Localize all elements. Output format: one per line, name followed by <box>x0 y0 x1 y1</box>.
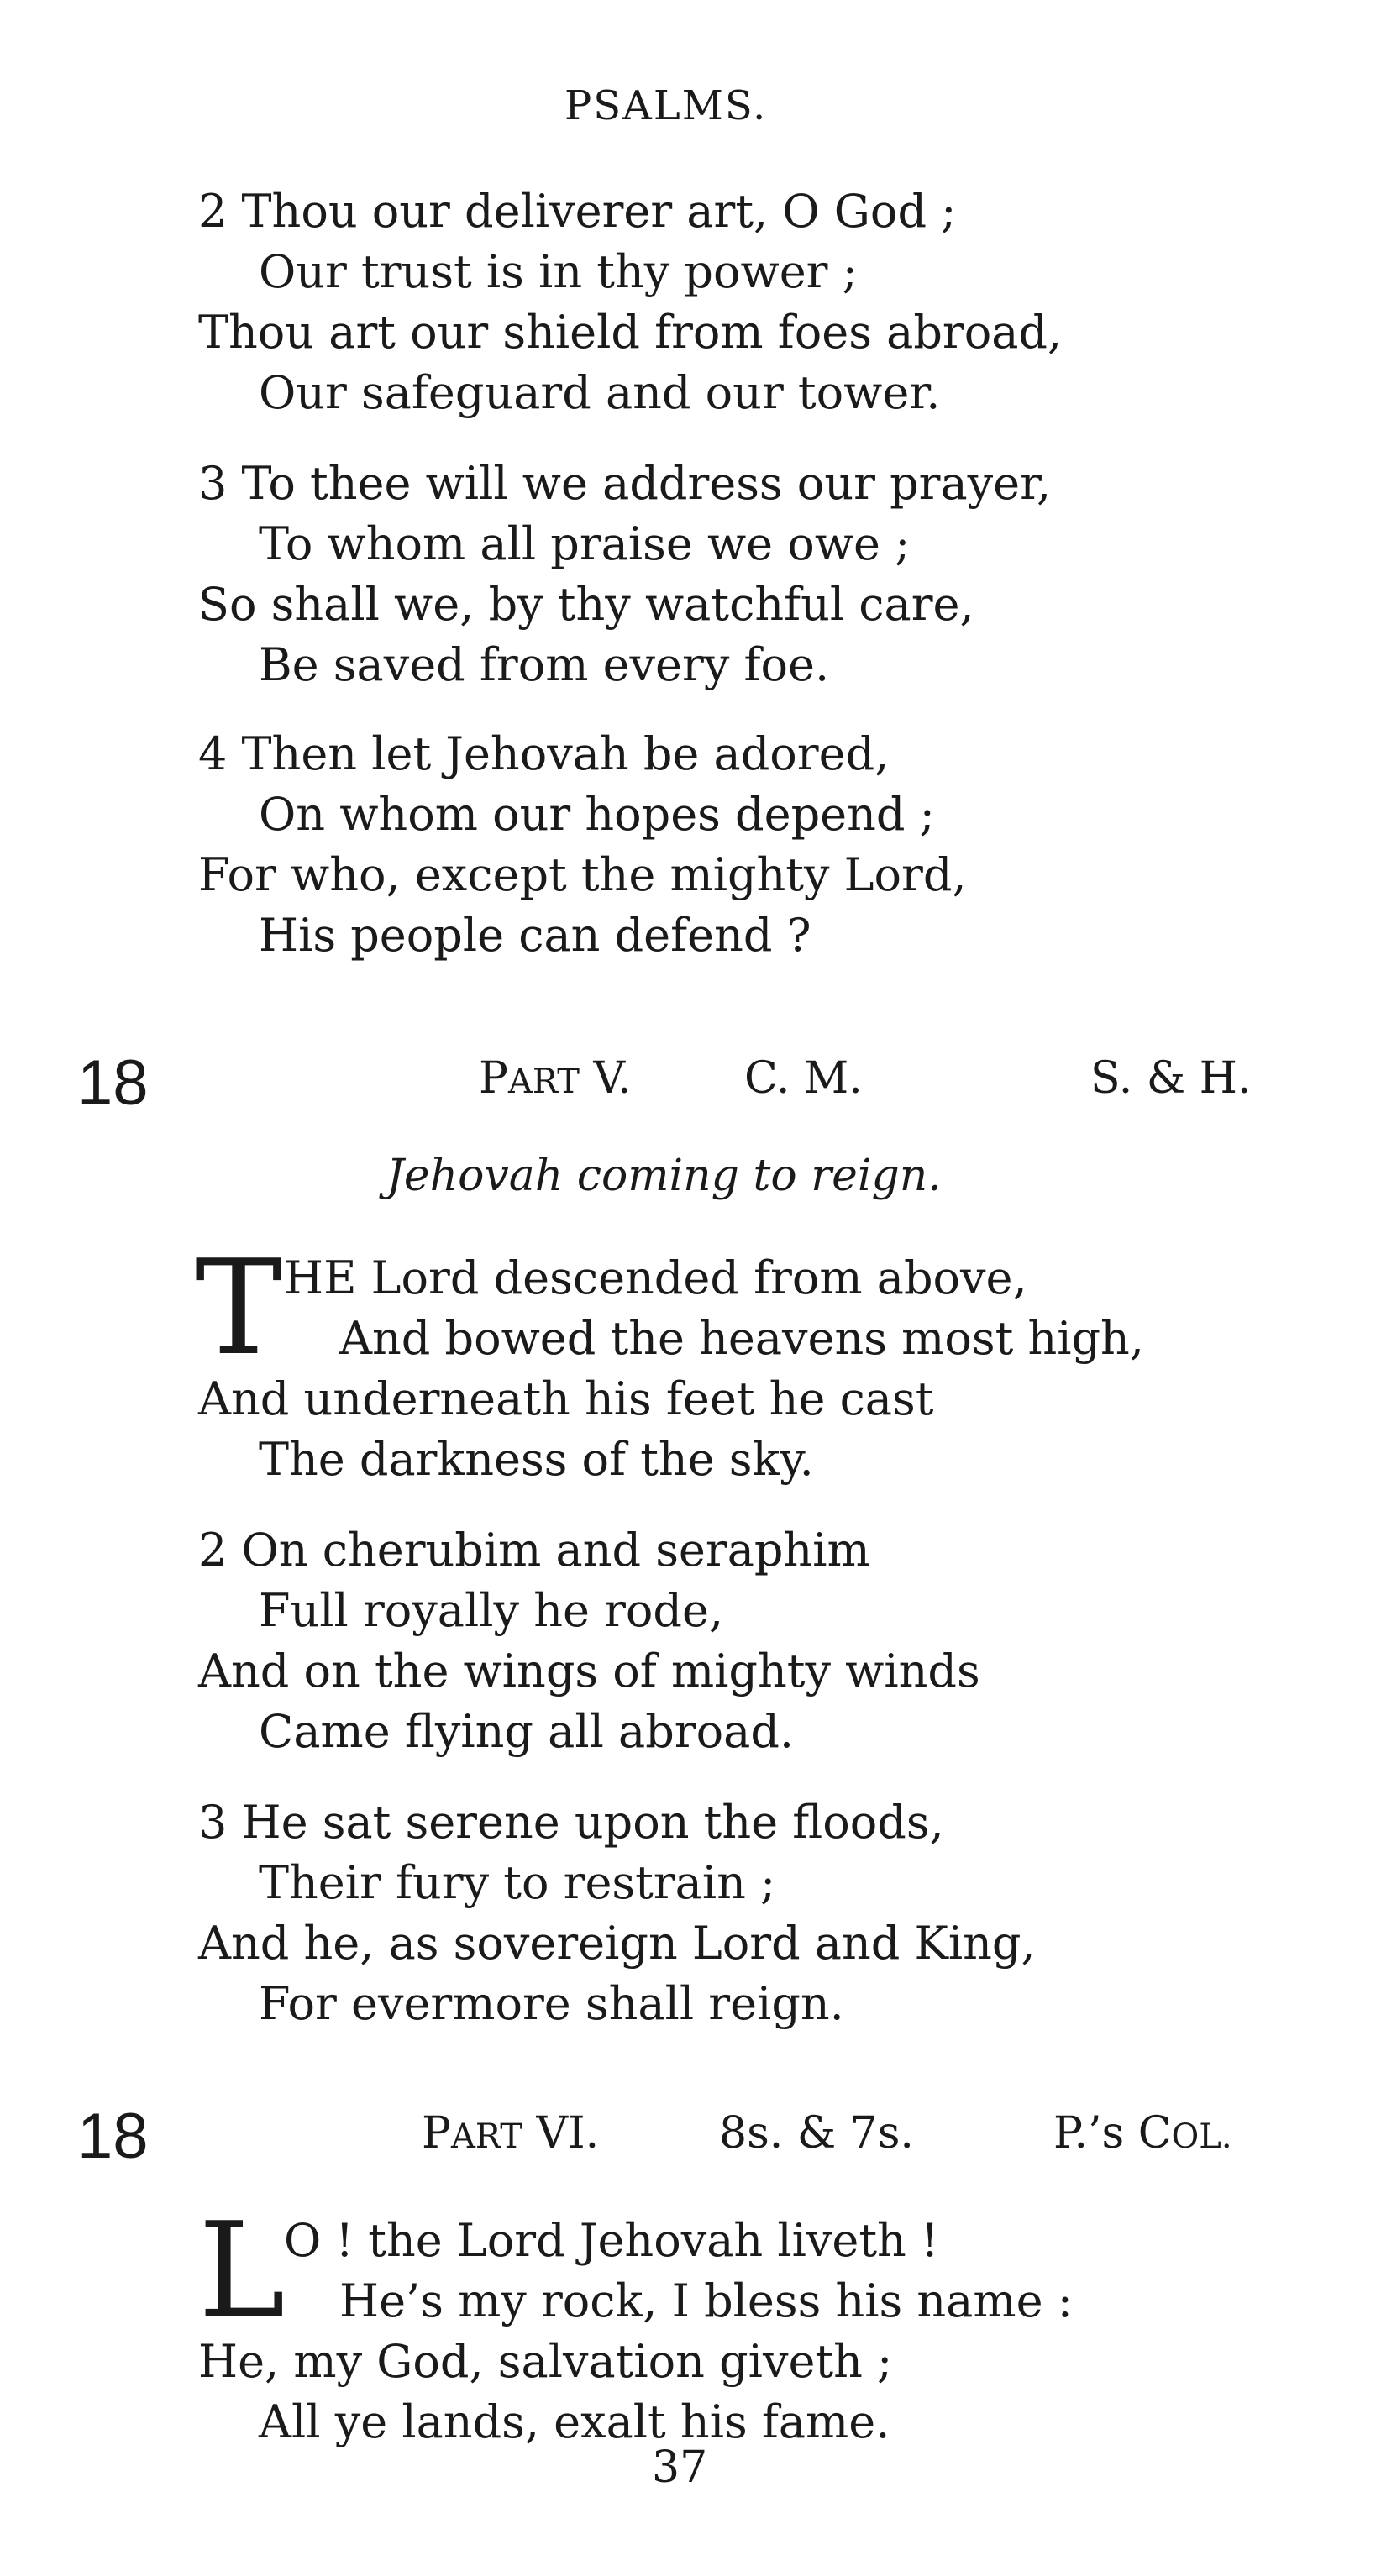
verse-line: He’s my rock, I bless his name : <box>339 2274 1073 2327</box>
part-label <box>422 2108 599 2159</box>
part-smallcaps: ART <box>451 2117 522 2156</box>
part-numeral: VI. <box>536 2108 600 2159</box>
verse-line: 3 He sat serene upon the floods, <box>198 1796 944 1849</box>
hymn-subtitle: Jehovah coming to reign. <box>386 1151 942 1201</box>
verse-line: Our safeguard and our tower. <box>259 366 941 419</box>
source-initial: P.’s C <box>1053 2108 1172 2159</box>
verse-line: For evermore shall reign. <box>259 1977 844 2030</box>
verse-line: All ye lands, exalt his fame. <box>259 2395 890 2448</box>
verse-line: 3 To thee will we address our prayer, <box>198 457 1052 510</box>
verse-line: He, my God, salvation giveth ; <box>198 2335 893 2388</box>
page-number: 37 <box>652 2442 708 2493</box>
source-smallcaps: OL. <box>1171 2117 1232 2156</box>
verse-line: His people can defend ? <box>259 909 811 962</box>
verse-line: On whom our hopes depend ; <box>259 788 935 841</box>
verse-line: For who, except the mighty Lord, <box>198 848 967 901</box>
drop-cap: L <box>198 2194 286 2347</box>
running-head: PSALMS. <box>564 82 768 129</box>
verse-line: 4 Then let Jehovah be adored, <box>198 727 890 780</box>
drop-cap: T <box>195 1231 283 1384</box>
verse-line: 2 Thou our deliverer art, O God ; <box>198 185 957 238</box>
verse-line: O ! the Lord Jehovah liveth ! <box>284 2214 939 2267</box>
verse-line: HE Lord descended from above, <box>284 1251 1027 1304</box>
source-label <box>1053 2108 1232 2159</box>
verse-line: So shall we, by thy watchful care, <box>198 578 974 631</box>
part-numeral: V. <box>593 1053 632 1104</box>
hymn-number: 18 <box>77 2101 149 2172</box>
verse-line: Our trust is in thy power ; <box>259 245 858 298</box>
verse-line: The darkness of the sky. <box>259 1433 814 1486</box>
source-label: S. & H. <box>1090 1053 1252 1104</box>
verse-line: Came flying all abroad. <box>259 1705 795 1758</box>
meter-label: 8s. & 7s. <box>719 2108 914 2159</box>
verse-line: Their fury to restrain ; <box>259 1856 776 1909</box>
verse-line: And he, as sovereign Lord and King, <box>198 1917 1036 1970</box>
part-initial: P <box>479 1053 508 1104</box>
verse-line: Be saved from every foe. <box>259 638 830 691</box>
verse-line: Full royally he rode, <box>259 1584 724 1637</box>
verse-line: 2 On cherubim and seraphim <box>198 1524 870 1577</box>
part-label <box>479 1053 632 1104</box>
verse-line: Thou art our shield from foes abroad, <box>198 306 1063 359</box>
verse-line: And underneath his feet he cast <box>198 1372 934 1425</box>
verse-line: To whom all praise we owe ; <box>259 517 911 570</box>
part-smallcaps: ART <box>508 1062 580 1101</box>
part-initial: P <box>422 2108 451 2159</box>
verse-line: And bowed the heavens most high, <box>339 1312 1144 1365</box>
hymn-number: 18 <box>77 1047 149 1119</box>
verse-line: And on the wings of mighty winds <box>198 1645 980 1697</box>
meter-label: C. M. <box>744 1053 863 1104</box>
